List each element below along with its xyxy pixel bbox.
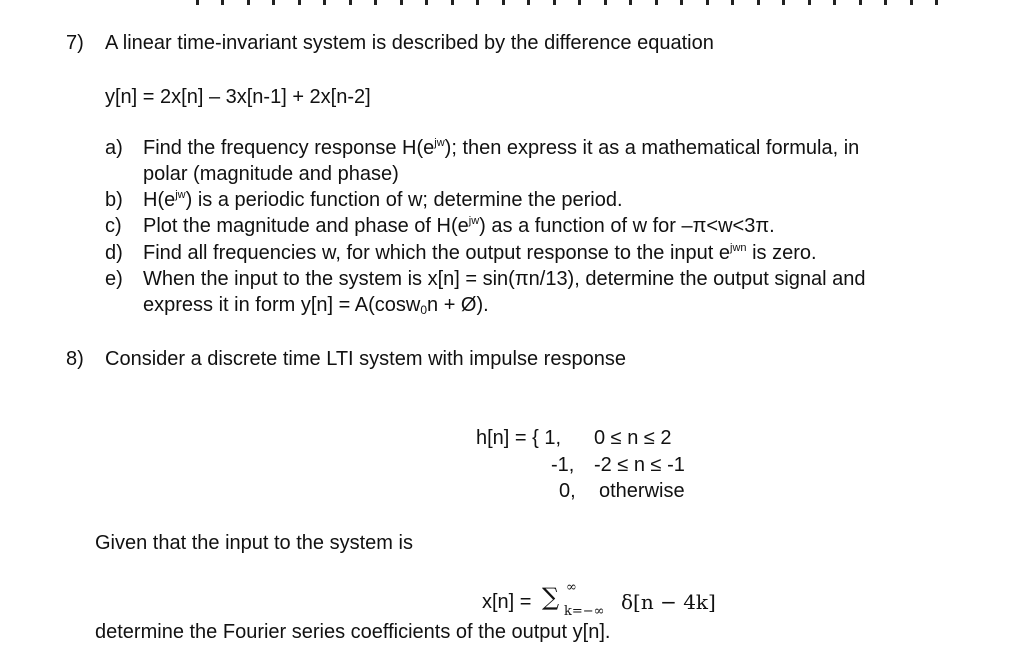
impulse-response-row3-value: 0, <box>559 480 576 502</box>
summation-symbol: ∑ <box>542 583 560 611</box>
impulse-response-row2-value: -1, <box>551 454 575 476</box>
part-e-marker: e) <box>105 268 123 290</box>
part-e-line1: When the input to the system is x[n] = sin(πn/13), determine the output signal and <box>143 268 866 290</box>
summation-lower-limit: k=−∞ <box>564 604 605 619</box>
part-c-text-cont: ) as a function of w for –π<w<3π. <box>479 215 775 237</box>
part-c-superscript: jw <box>468 215 480 227</box>
question-7-number: 7) <box>66 32 84 54</box>
part-b-marker: b) <box>105 189 123 211</box>
input-signal-lhs: x[n] = <box>482 591 532 613</box>
question-7-intro: A linear time-invariant system is described by the difference equation <box>105 32 714 54</box>
part-d-superscript: jwn <box>730 242 747 254</box>
input-signal-rhs: δ[n − 4k] <box>621 590 716 614</box>
part-a-line1 <box>143 138 859 158</box>
top-edge-marks <box>0 0 1024 6</box>
part-d-text-cont: is zero. <box>746 242 817 264</box>
part-b-text-cont: ) is a periodic function of w; determine the period. <box>185 189 623 211</box>
determine-output-text: determine the Fourier series coefficients of the output y[n]. <box>95 621 611 643</box>
part-c-line <box>143 216 775 236</box>
part-d-marker: d) <box>105 242 123 264</box>
part-b-text: H(e <box>143 189 176 211</box>
part-b-superscript: jw <box>175 189 186 201</box>
part-e-subscript: 0 <box>420 303 428 317</box>
impulse-response-row1-value: h[n] = { 1, <box>476 427 562 449</box>
impulse-response-row2-condition: -2 ≤ n ≤ -1 <box>594 454 685 476</box>
part-e-line2 <box>143 295 489 315</box>
part-d-text: Find all frequencies w, for which the output response to the input e <box>143 242 731 264</box>
part-b-line <box>143 190 623 210</box>
part-d-line <box>143 243 817 263</box>
question-7-equation: y[n] = 2x[n] – 3x[n-1] + 2x[n-2] <box>105 86 371 108</box>
part-a-text: Find the frequency response H(e <box>143 137 435 159</box>
impulse-response-row3-condition: otherwise <box>599 480 685 502</box>
part-a-superscript: jw <box>434 137 445 149</box>
part-c-marker: c) <box>105 215 122 237</box>
part-a-marker: a) <box>105 137 123 159</box>
part-a-text-cont: ); then express it as a mathematical formula, in <box>444 137 860 159</box>
part-a-line2: polar (magnitude and phase) <box>143 163 399 185</box>
part-e-text: express it in form y[n] = A(cosw <box>143 294 421 316</box>
question-8-number: 8) <box>66 348 84 370</box>
part-e-text-cont: n + Ø). <box>427 294 489 316</box>
given-input-text: Given that the input to the system is <box>95 532 413 554</box>
impulse-response-row1-condition: 0 ≤ n ≤ 2 <box>594 427 672 449</box>
part-c-text: Plot the magnitude and phase of H(e <box>143 215 469 237</box>
question-8-intro: Consider a discrete time LTI system with impulse response <box>105 348 626 370</box>
summation-upper-limit: ∞ <box>566 580 577 595</box>
